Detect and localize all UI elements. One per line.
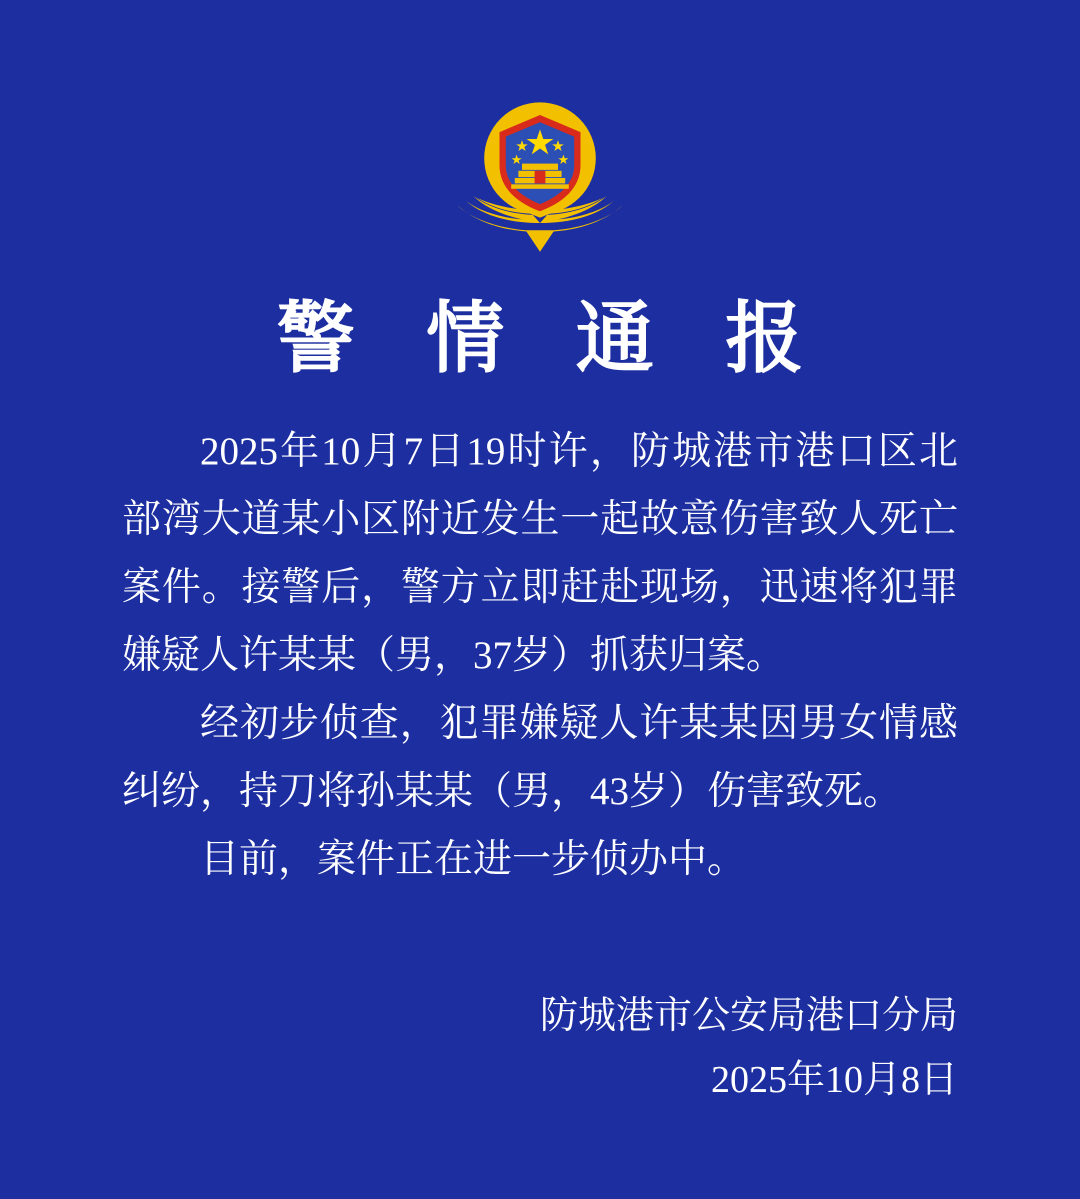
notice-paragraph-2: 经初步侦查，犯罪嫌疑人许某某因男女情感纠纷，持刀将孙某某（男，43岁）伤害致死。 xyxy=(122,701,958,813)
signature-issuer: 防城港市公安局港口分局 xyxy=(539,995,958,1037)
signature-date: 2025年10月8日 xyxy=(710,1059,958,1101)
signature-block xyxy=(540,985,958,1111)
notice-paragraph-1: 2025年10月7日19时许，防城港市港口区北部湾大道某小区附近发生一起故意伤害致人死亡案件。接警后，警方立即赶赴现场，迅速将犯罪嫌疑人许某某（男，37岁）抓获归案。 xyxy=(122,429,958,677)
notice-body xyxy=(122,418,958,894)
notice-paragraph-3: 目前，案件正在进一步侦办中。 xyxy=(200,837,747,881)
police-emblem xyxy=(450,88,630,268)
page-title: 警 情 通 报 xyxy=(276,295,830,382)
